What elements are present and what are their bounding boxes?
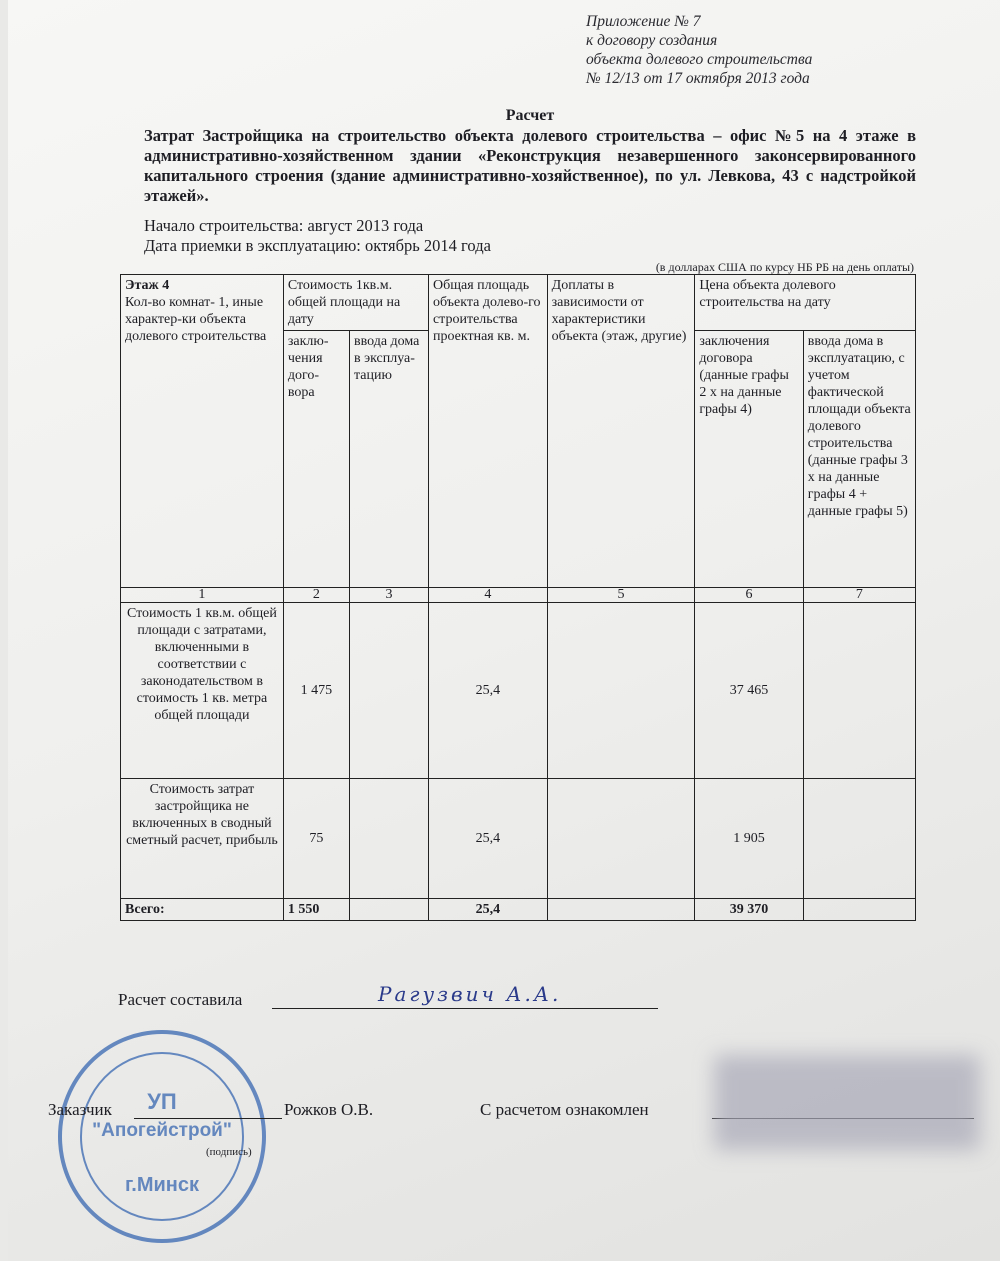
header-col4: Общая площадь объекта долево-го строительства проектная кв. м. (428, 275, 547, 588)
cell: 1 475 (283, 603, 349, 779)
table-row (121, 779, 916, 899)
currency-note: (в долларах США по курсу НБ РБ на день оплаты) (655, 260, 914, 274)
col-number: 1 (121, 588, 284, 603)
total-cell: 25,4 (428, 899, 547, 921)
compiler-signature: Рагузвич А.А. (378, 982, 562, 1006)
cell (349, 603, 428, 779)
stamp-line3: г.Минск (124, 1174, 200, 1196)
document-title: Расчет (505, 107, 555, 124)
col-number: 3 (349, 588, 428, 603)
signature-line (272, 1008, 658, 1009)
compiled-by-label: Расчет составила (118, 990, 243, 1009)
customer-label: Заказчик (48, 1100, 112, 1119)
redacted-signature (714, 1055, 980, 1150)
annex-header (586, 12, 812, 88)
total-cell (803, 899, 915, 921)
document-body (125, 106, 916, 921)
cell: 37 465 (695, 603, 803, 779)
total-cell: 1 550 (283, 899, 349, 921)
total-cell (547, 899, 695, 921)
header-col1-text: Кол-во комнат- 1, иные характер-ки объекта долевого строительства (125, 295, 267, 344)
row-label: Стоимость 1 кв.м. общей площади с затратами, включенными в соответствии с законодательством в стоимость 1 кв. метра общей площади (121, 603, 284, 779)
col-number: 7 (803, 588, 915, 603)
document-subject: Затрат Застройщика на строительство объекта долевого строительства – офис №5 на 4 этаже в административно-хозяйственном здании «Реконструкция незавершенного законсервированного капитального строения (здание административно-хозяйственное), по ул. Левкова, 43 с надстройкой этажей». (144, 126, 916, 205)
table-row (121, 603, 916, 779)
annex-line: Приложение № 7 (586, 13, 701, 30)
cost-table (120, 274, 916, 921)
total-cell (349, 899, 428, 921)
row-label: Стоимость затрат застройщика не включенных в сводный сметный расчет, прибыль (121, 779, 284, 899)
header-col2a: заклю-чения дого-вора (283, 331, 349, 588)
acquainted-label: С расчетом ознакомлен (480, 1100, 649, 1119)
cell: 75 (283, 779, 349, 899)
acceptance-date: Дата приемки в эксплуатацию: октябрь 2014 года (144, 236, 491, 255)
col-number: 4 (428, 588, 547, 603)
cell (803, 779, 915, 899)
stamp-line1: УП (147, 1089, 177, 1114)
column-numbers-row (121, 588, 916, 603)
header-col6: Цена объекта долевого строительства на дату (695, 275, 916, 331)
cell: 25,4 (428, 779, 547, 899)
header-col5: Доплаты в зависимости от характеристики объекта (этаж, другие) (547, 275, 695, 588)
total-cell: 39 370 (695, 899, 803, 921)
header-col1 (121, 275, 284, 588)
company-stamp (58, 1030, 266, 1243)
cell: 1 905 (695, 779, 803, 899)
cell: 25,4 (428, 603, 547, 779)
customer-name: Рожков О.В. (284, 1100, 374, 1119)
construction-start: Начало строительства: август 2013 года (144, 216, 424, 235)
cell (547, 603, 695, 779)
floor-label: Этаж 4 (125, 278, 170, 293)
header-col3: ввода дома в эксплуа-тацию (349, 331, 428, 588)
annex-line: к договору создания (586, 32, 718, 49)
header-col7: ввода дома в эксплуатацию, с учетом фактической площади объекта долевого строительства (данные графы 3 х на данные графы 4 + данные графы 5) (803, 331, 915, 588)
header-col2: Стоимость 1кв.м. общей площади на дату (283, 275, 428, 331)
stamp-line2: "Апогейстрой" (92, 1120, 232, 1141)
col-number: 6 (695, 588, 803, 603)
total-label: Всего: (121, 899, 284, 921)
signature-caption: (подпись) (206, 1146, 252, 1158)
signature-line (134, 1118, 282, 1119)
col-number: 5 (547, 588, 695, 603)
col-number: 2 (283, 588, 349, 603)
header-col6a: заключения договора (данные графы 2 х на данные графы 4) (695, 331, 803, 588)
annex-line: № 12/13 от 17 октября 2013 года (586, 70, 810, 87)
cell (547, 779, 695, 899)
dates (144, 216, 916, 256)
cell (349, 779, 428, 899)
annex-line: объекта долевого строительства (586, 51, 813, 68)
total-row (121, 899, 916, 921)
cell (803, 603, 915, 779)
